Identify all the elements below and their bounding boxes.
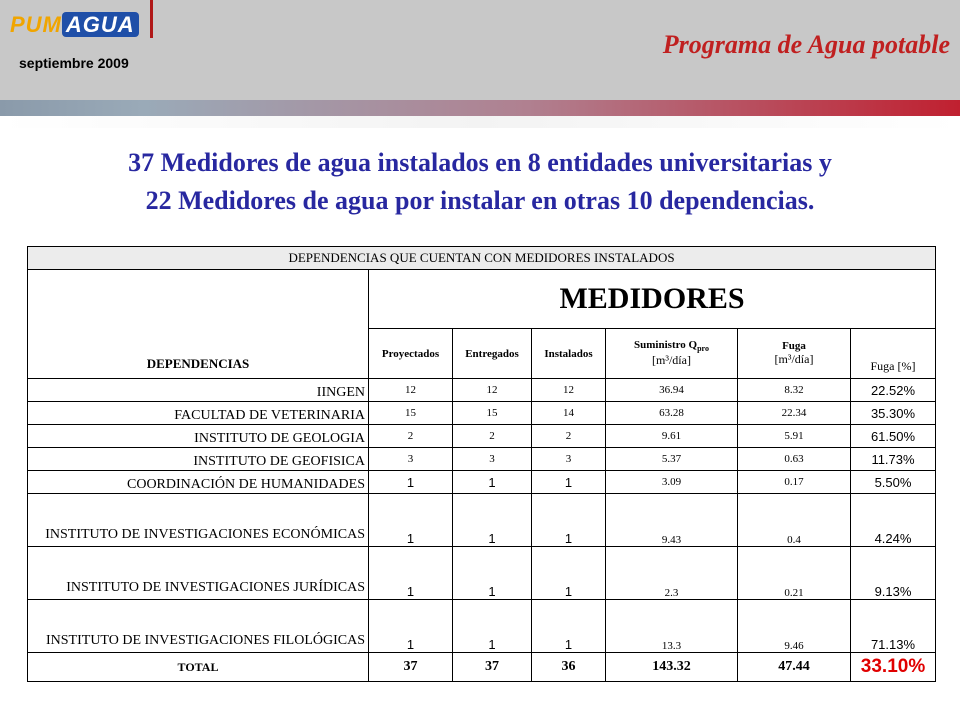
logo-part2: AGUA <box>62 12 139 37</box>
col-entregados: Entregados <box>453 329 532 379</box>
cell-proyectados: 1 <box>369 600 453 653</box>
meters-table <box>27 246 936 682</box>
cell-suministro: 9.43 <box>606 494 738 547</box>
col-fuga-unit: [m³/día] <box>774 352 814 366</box>
table-row <box>28 547 936 600</box>
total-suministro: 143.32 <box>606 653 738 682</box>
cell-instalados: 1 <box>532 471 606 494</box>
cell-instalados: 3 <box>532 448 606 471</box>
total-fuga-pct: 33.10% <box>851 653 936 682</box>
dependency-name: IINGEN <box>28 379 369 402</box>
cell-suministro: 9.61 <box>606 425 738 448</box>
cell-instalados: 1 <box>532 494 606 547</box>
pumagua-logo <box>10 12 139 38</box>
cell-suministro: 36.94 <box>606 379 738 402</box>
dependencias-header: DEPENDENCIAS <box>28 270 369 379</box>
table-row <box>28 471 936 494</box>
total-entregados: 37 <box>453 653 532 682</box>
cell-fuga-pct: 4.24% <box>851 494 936 547</box>
table-caption-row <box>28 247 936 270</box>
cell-fuga-pct: 11.73% <box>851 448 936 471</box>
cell-fuga-pct: 9.13% <box>851 547 936 600</box>
cell-fuga-pct: 22.52% <box>851 379 936 402</box>
col-fuga-pct: Fuga [%] <box>851 329 936 379</box>
cell-proyectados: 1 <box>369 494 453 547</box>
table-row <box>28 494 936 547</box>
cell-instalados: 12 <box>532 379 606 402</box>
cell-fuga: 0.17 <box>738 471 851 494</box>
table-body <box>28 379 936 653</box>
cell-entregados: 1 <box>453 494 532 547</box>
cell-instalados: 2 <box>532 425 606 448</box>
total-instalados: 36 <box>532 653 606 682</box>
subtitle-line2: 22 Medidores de agua por instalar en otras 10 dependencias. <box>145 186 815 215</box>
col-suministro-sub: pro <box>697 344 709 354</box>
cell-entregados: 3 <box>453 448 532 471</box>
total-proyectados: 37 <box>369 653 453 682</box>
cell-fuga: 8.32 <box>738 379 851 402</box>
header-title: Programa de Agua potable <box>662 30 950 59</box>
table-row <box>28 600 936 653</box>
total-label: TOTAL <box>28 653 369 682</box>
cell-entregados: 1 <box>453 600 532 653</box>
col-suministro-unit: [m³/día] <box>652 353 691 368</box>
cell-fuga-pct: 35.30% <box>851 402 936 425</box>
cell-entregados: 1 <box>453 547 532 600</box>
header-date: septiembre 2009 <box>19 55 129 71</box>
slide-subtitle <box>0 144 960 220</box>
dependency-name: INSTITUTO DE GEOFISICA <box>28 448 369 471</box>
dependency-name: INSTITUTO DE INVESTIGACIONES FILOLÓGICAS <box>28 600 369 653</box>
cell-fuga-pct: 71.13% <box>851 600 936 653</box>
dependency-name: FACULTAD DE VETERINARIA <box>28 402 369 425</box>
header-stripe-light <box>0 116 960 128</box>
table-row <box>28 379 936 402</box>
cell-fuga-pct: 5.50% <box>851 471 936 494</box>
logo-divider <box>150 0 153 38</box>
cell-entregados: 1 <box>453 471 532 494</box>
table-row <box>28 448 936 471</box>
cell-fuga-pct: 61.50% <box>851 425 936 448</box>
cell-entregados: 15 <box>453 402 532 425</box>
total-fuga: 47.44 <box>738 653 851 682</box>
cell-proyectados: 1 <box>369 471 453 494</box>
cell-fuga: 22.34 <box>738 402 851 425</box>
subtitle-line1: 37 Medidores de agua instalados en 8 entidades universitarias y <box>128 148 832 177</box>
cell-suministro: 13.3 <box>606 600 738 653</box>
cell-proyectados: 1 <box>369 547 453 600</box>
table-caption: DEPENDENCIAS QUE CUENTAN CON MEDIDORES INSTALADOS <box>28 247 936 270</box>
table-header-row <box>28 270 936 329</box>
dependency-name: COORDINACIÓN DE HUMANIDADES <box>28 471 369 494</box>
cell-instalados: 1 <box>532 547 606 600</box>
col-suministro <box>606 329 738 379</box>
dependency-name: INSTITUTO DE INVESTIGACIONES ECONÓMICAS <box>28 494 369 547</box>
cell-fuga: 0.63 <box>738 448 851 471</box>
cell-entregados: 2 <box>453 425 532 448</box>
cell-suministro: 5.37 <box>606 448 738 471</box>
cell-entregados: 12 <box>453 379 532 402</box>
cell-suministro: 2.3 <box>606 547 738 600</box>
col-suministro-label: Suministro Q <box>634 338 698 351</box>
cell-proyectados: 15 <box>369 402 453 425</box>
col-proyectados: Proyectados <box>369 329 453 379</box>
logo-part1: PUM <box>10 12 62 37</box>
medidores-header: MEDIDORES <box>369 270 936 329</box>
dependency-name: INSTITUTO DE INVESTIGACIONES JURÍDICAS <box>28 547 369 600</box>
cell-instalados: 1 <box>532 600 606 653</box>
cell-fuga: 0.21 <box>738 547 851 600</box>
cell-fuga: 9.46 <box>738 600 851 653</box>
table-row <box>28 425 936 448</box>
col-instalados: Instalados <box>532 329 606 379</box>
total-row <box>28 653 936 682</box>
cell-suministro: 63.28 <box>606 402 738 425</box>
cell-proyectados: 3 <box>369 448 453 471</box>
col-fuga-label: Fuga <box>782 340 806 352</box>
cell-proyectados: 2 <box>369 425 453 448</box>
cell-fuga: 5.91 <box>738 425 851 448</box>
header-stripe <box>0 100 960 116</box>
cell-fuga: 0.4 <box>738 494 851 547</box>
cell-proyectados: 12 <box>369 379 453 402</box>
dependency-name: INSTITUTO DE GEOLOGIA <box>28 425 369 448</box>
cell-suministro: 3.09 <box>606 471 738 494</box>
cell-instalados: 14 <box>532 402 606 425</box>
col-fuga <box>738 329 851 379</box>
table-row <box>28 402 936 425</box>
